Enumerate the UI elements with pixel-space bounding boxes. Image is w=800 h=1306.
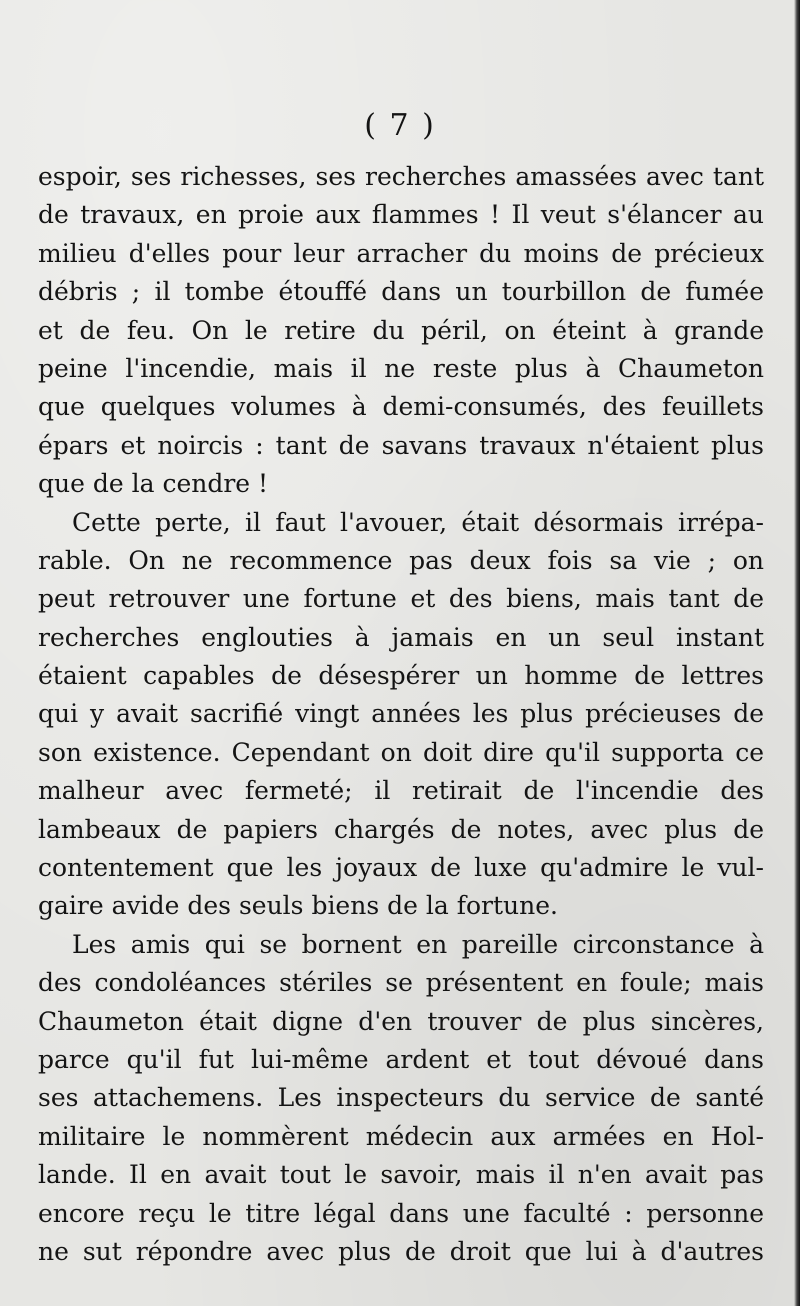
text-line: ses attachemens. Les inspecteurs du service de santé [38, 1083, 764, 1113]
text-line: Chaumeton était digne d'en trouver de plus sincères, [38, 1006, 764, 1036]
text-line: son existence. Cependant on doit dire qu'il supporta ce [38, 737, 764, 767]
text-line: de travaux, en proie aux flammes ! Il veut s'élancer au [38, 200, 764, 230]
text-line: encore reçu le titre légal dans une faculté : personne [38, 1198, 764, 1228]
page-edge-shadow [794, 0, 800, 1306]
text-line: peut retrouver une fortune et des biens, mais tant de [38, 584, 764, 614]
text-line: peine l'incendie, mais il ne reste plus à Chaumeton [38, 353, 764, 383]
text-line: gaire avide des seuls biens de la fortune. [38, 891, 558, 921]
text-line: ne sut répondre avec plus de droit que lui à d'autres [38, 1236, 764, 1266]
text-line: parce qu'il fut lui-même ardent et tout dévoué dans [38, 1044, 764, 1074]
body-text [38, 158, 764, 1271]
text-line: des condoléances stériles se présentent en foule; mais [38, 968, 764, 998]
text-line: recherches englouties à jamais en un seul instant [38, 622, 764, 652]
text-line: et de feu. On le retire du péril, on éteint à grande [38, 315, 764, 345]
text-line: qui y avait sacrifié vingt années les plus précieuses de [38, 699, 764, 729]
text-line: militaire le nommèrent médecin aux armées en Hol- [38, 1121, 764, 1151]
page-number: ( 7 ) [364, 108, 436, 143]
text-line: que de la cendre ! [38, 469, 269, 499]
text-line: Les amis qui se bornent en pareille circonstance à [72, 929, 764, 959]
text-line: milieu d'elles pour leur arracher du moins de précieux [38, 238, 764, 268]
text-line: contentement que les joyaux de luxe qu'admire le vul- [38, 853, 764, 883]
text-line: rable. On ne recommence pas deux fois sa vie ; on [38, 545, 764, 575]
text-line: lande. Il en avait tout le savoir, mais il n'en avait pas [38, 1160, 764, 1190]
text-line: lambeaux de papiers chargés de notes, avec plus de [38, 814, 764, 844]
text-line: espoir, ses richesses, ses recherches amassées avec tant [38, 162, 764, 191]
text-line: débris ; il tombe étouffé dans un tourbillon de fumée [38, 277, 764, 307]
text-line: Cette perte, il faut l'avouer, était désormais irrépa- [72, 507, 764, 537]
text-line: que quelques volumes à demi-consumés, des feuillets [38, 392, 764, 422]
text-line: épars et noircis : tant de savans travaux n'étaient plus [38, 430, 764, 460]
text-line: étaient capables de désespérer un homme de lettres [38, 661, 764, 691]
text-line: malheur avec fermeté; il retirait de l'incendie des [38, 776, 764, 806]
